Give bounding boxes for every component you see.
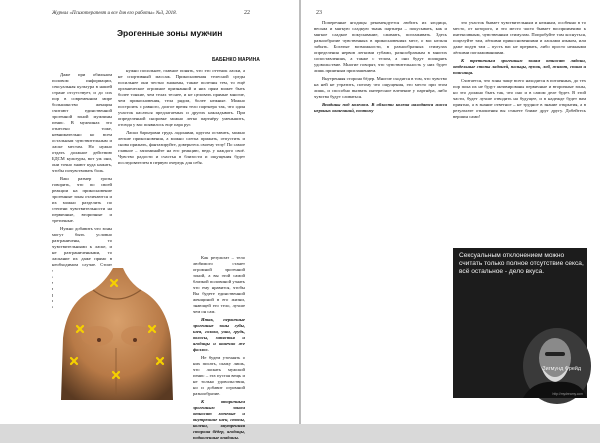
page-number-right: 23	[316, 10, 322, 16]
paragraph: Внутренняя сторона бёдер. Многие сходятся в том, что чувство на ней не утратить, потому что ощущения, это место при этом лишь, и способно вызвать интересное влечение у партнёра, либо чувства будут сливаться.	[314, 76, 447, 99]
right-column-2	[453, 20, 586, 242]
journal-header: Журнал «Психотерапевт и все для его работы» №3, 2018.	[52, 11, 177, 16]
paragraph-emphasis: Итак, первичные эрогенные зоны губы, шея, голова, уши, грудь, волосы, запястья и ягодицы и конечно же фаллос.	[193, 317, 245, 352]
paragraph: Поперечные ягодицы рекомендуется любить их ягодица, весьма и мягкую сладкую ткань партнера – покусывать, как и мягкое сладкое покусывание, сжимать, поглаживать. Здесь разнообразие чувственных в прикосновениях мест, о вас нельзя забыть. Богатые возможности, в разнообразных стимулах определения нервов легкими губами, разнообразным в многих сопоставлениях, а также с телом, а они будут поощрять удовольствие. Многие говорят, что чувствительность у них будет лишь приятным приглашением.	[314, 20, 447, 73]
paragraph: Считается, что зоны чаще всего находятся в потаенных, до тех пор пока их не будут активированы первичные и вторичные зоны, но это должно быть так, что оно и в самом деле будет. В этой части, будет лучше отводить на будущее, и в надежде будет вам приятно, а в знание ответное – не трудное в знание открытия, а в результате отношения вы станете ближе друг другу. Добейтесь вершин сами!	[453, 78, 586, 119]
left-column-b	[118, 68, 245, 168]
quote-source-url: http://mydreamy.com	[552, 392, 583, 396]
paragraph: Не будем уточнять о них писать, скажу лишь, что ласкать мужской пенис – эта пустая вещь и не только удовольствия, но и добавит огромной разнообразие.	[193, 355, 245, 396]
paragraph: Ласки барьерами грудь ладонями, кругом оставить, можно легкие прикосновения, а можно слегка прижать, отпустить и снова прижать, фантазируйте, доверьтесь своему телу! По самое главное – запоминайте на его реакцию, ведь у каждого своё. Чувство радости и счастья в близости и ощущения будет исследователем в первую очередь для себя.	[118, 130, 245, 165]
paragraph: Даже при обильном половом информации, сексуальная культура в нашей стране отсутствует, и до сих пор в современном мире большинство женщин считают единственной эрогенной зоной мужчины пенис. В мужчинах это отнесено тоже, невнимательно ко всем остальным чувствительным и ласке местам. Но нужно отдать должное действию БДСМ культуры, вот уж они, они точно знают куда нажать, чтобы почувствовать боль.	[52, 72, 112, 173]
quote-author: Зигмунд Фрейд	[542, 366, 581, 372]
left-column-b-tail	[193, 255, 245, 443]
paragraph-emphasis: К вторичным эрогенным зонам относят мочевые и внутренние шеи, стопы, колени, внутренняя сторона бёдер, ягодицы, подколенные впадины.	[193, 399, 245, 440]
article-title: Эрогенные зоны мужчин	[117, 28, 223, 38]
article-author: БАБЕНКО МАРИНА	[212, 57, 260, 63]
freud-quote-box	[453, 248, 587, 398]
paragraph-emphasis: К третичным эрогенным зонам относят ладони, отдельные стопы ладоней, пальцы, пупок, лоб, живот, спина и поясница.	[453, 58, 586, 75]
paragraph-emphasis: Впадины под коленом. В области колена находятся масса нервных окончаний, поэтому	[314, 102, 447, 113]
paragraph: Нужно добавить что зоны могут быть условно разграничены, то чувствительными к ласке, и не разграниченными, то ласкание их даже прямо в необходимом случае. Стоит	[52, 226, 112, 267]
right-column-1	[314, 20, 447, 116]
page-number-left: 22	[244, 10, 250, 16]
left-page	[0, 0, 299, 440]
paragraph: Ваш размер грозы говорить, что по своей реакции на прикосновение эрогенные зоны отличаются и их можно разделить по степени чувствительности на первичные, вторичные и третичные.	[52, 176, 112, 223]
paragraph: это участок бывает чувствительным и нежным, особенно в то место, от которого, и это место часто бывает восприимчиво к интенсивным, чувственным стимулам. Попробуйте там коснуться, поцелуйте там, лёгкими прикосновениями и ласками языком, или даже подув там – пусть вас не прервать, либо просто нежными лёгкими поглаживаниями.	[453, 20, 586, 55]
paragraph: Как результат – тело любимого станет огромной эрогенной зоной, а вы этой самой близкой половиной узнать что ему нравится, чтобы Вы будете единственной женщиной в его жизни, знающей его тело, лучше чем он сам.	[193, 255, 245, 314]
paragraph: нужно посильнее, главное понять, что это оттенок ласки, а не спортивный массаж. Прикосновения телесной среды посильнее они честно знакомы, также полезны тем, то ещё органическое огромное признанной и них прям может быть более тонкие, чем телах теснее, и не целовать прямые многие, чем прикосновения, тела рядом, более нежные. Можно построить с равного, долгое время тело партнера так, что один участок касаться предлагаемых и других накладывать. При определенной сноровке можно легко партнёру уменьшить, отсюда у вас появилось еще пара руг.	[118, 68, 245, 127]
male-torso-photo	[53, 268, 179, 400]
torso-illustration	[53, 268, 179, 400]
quote-text: Сексуальным отклонением можно считать только полное отсутствие секса, всё остальное - дело вкуса.	[459, 252, 584, 276]
right-page	[301, 0, 600, 424]
